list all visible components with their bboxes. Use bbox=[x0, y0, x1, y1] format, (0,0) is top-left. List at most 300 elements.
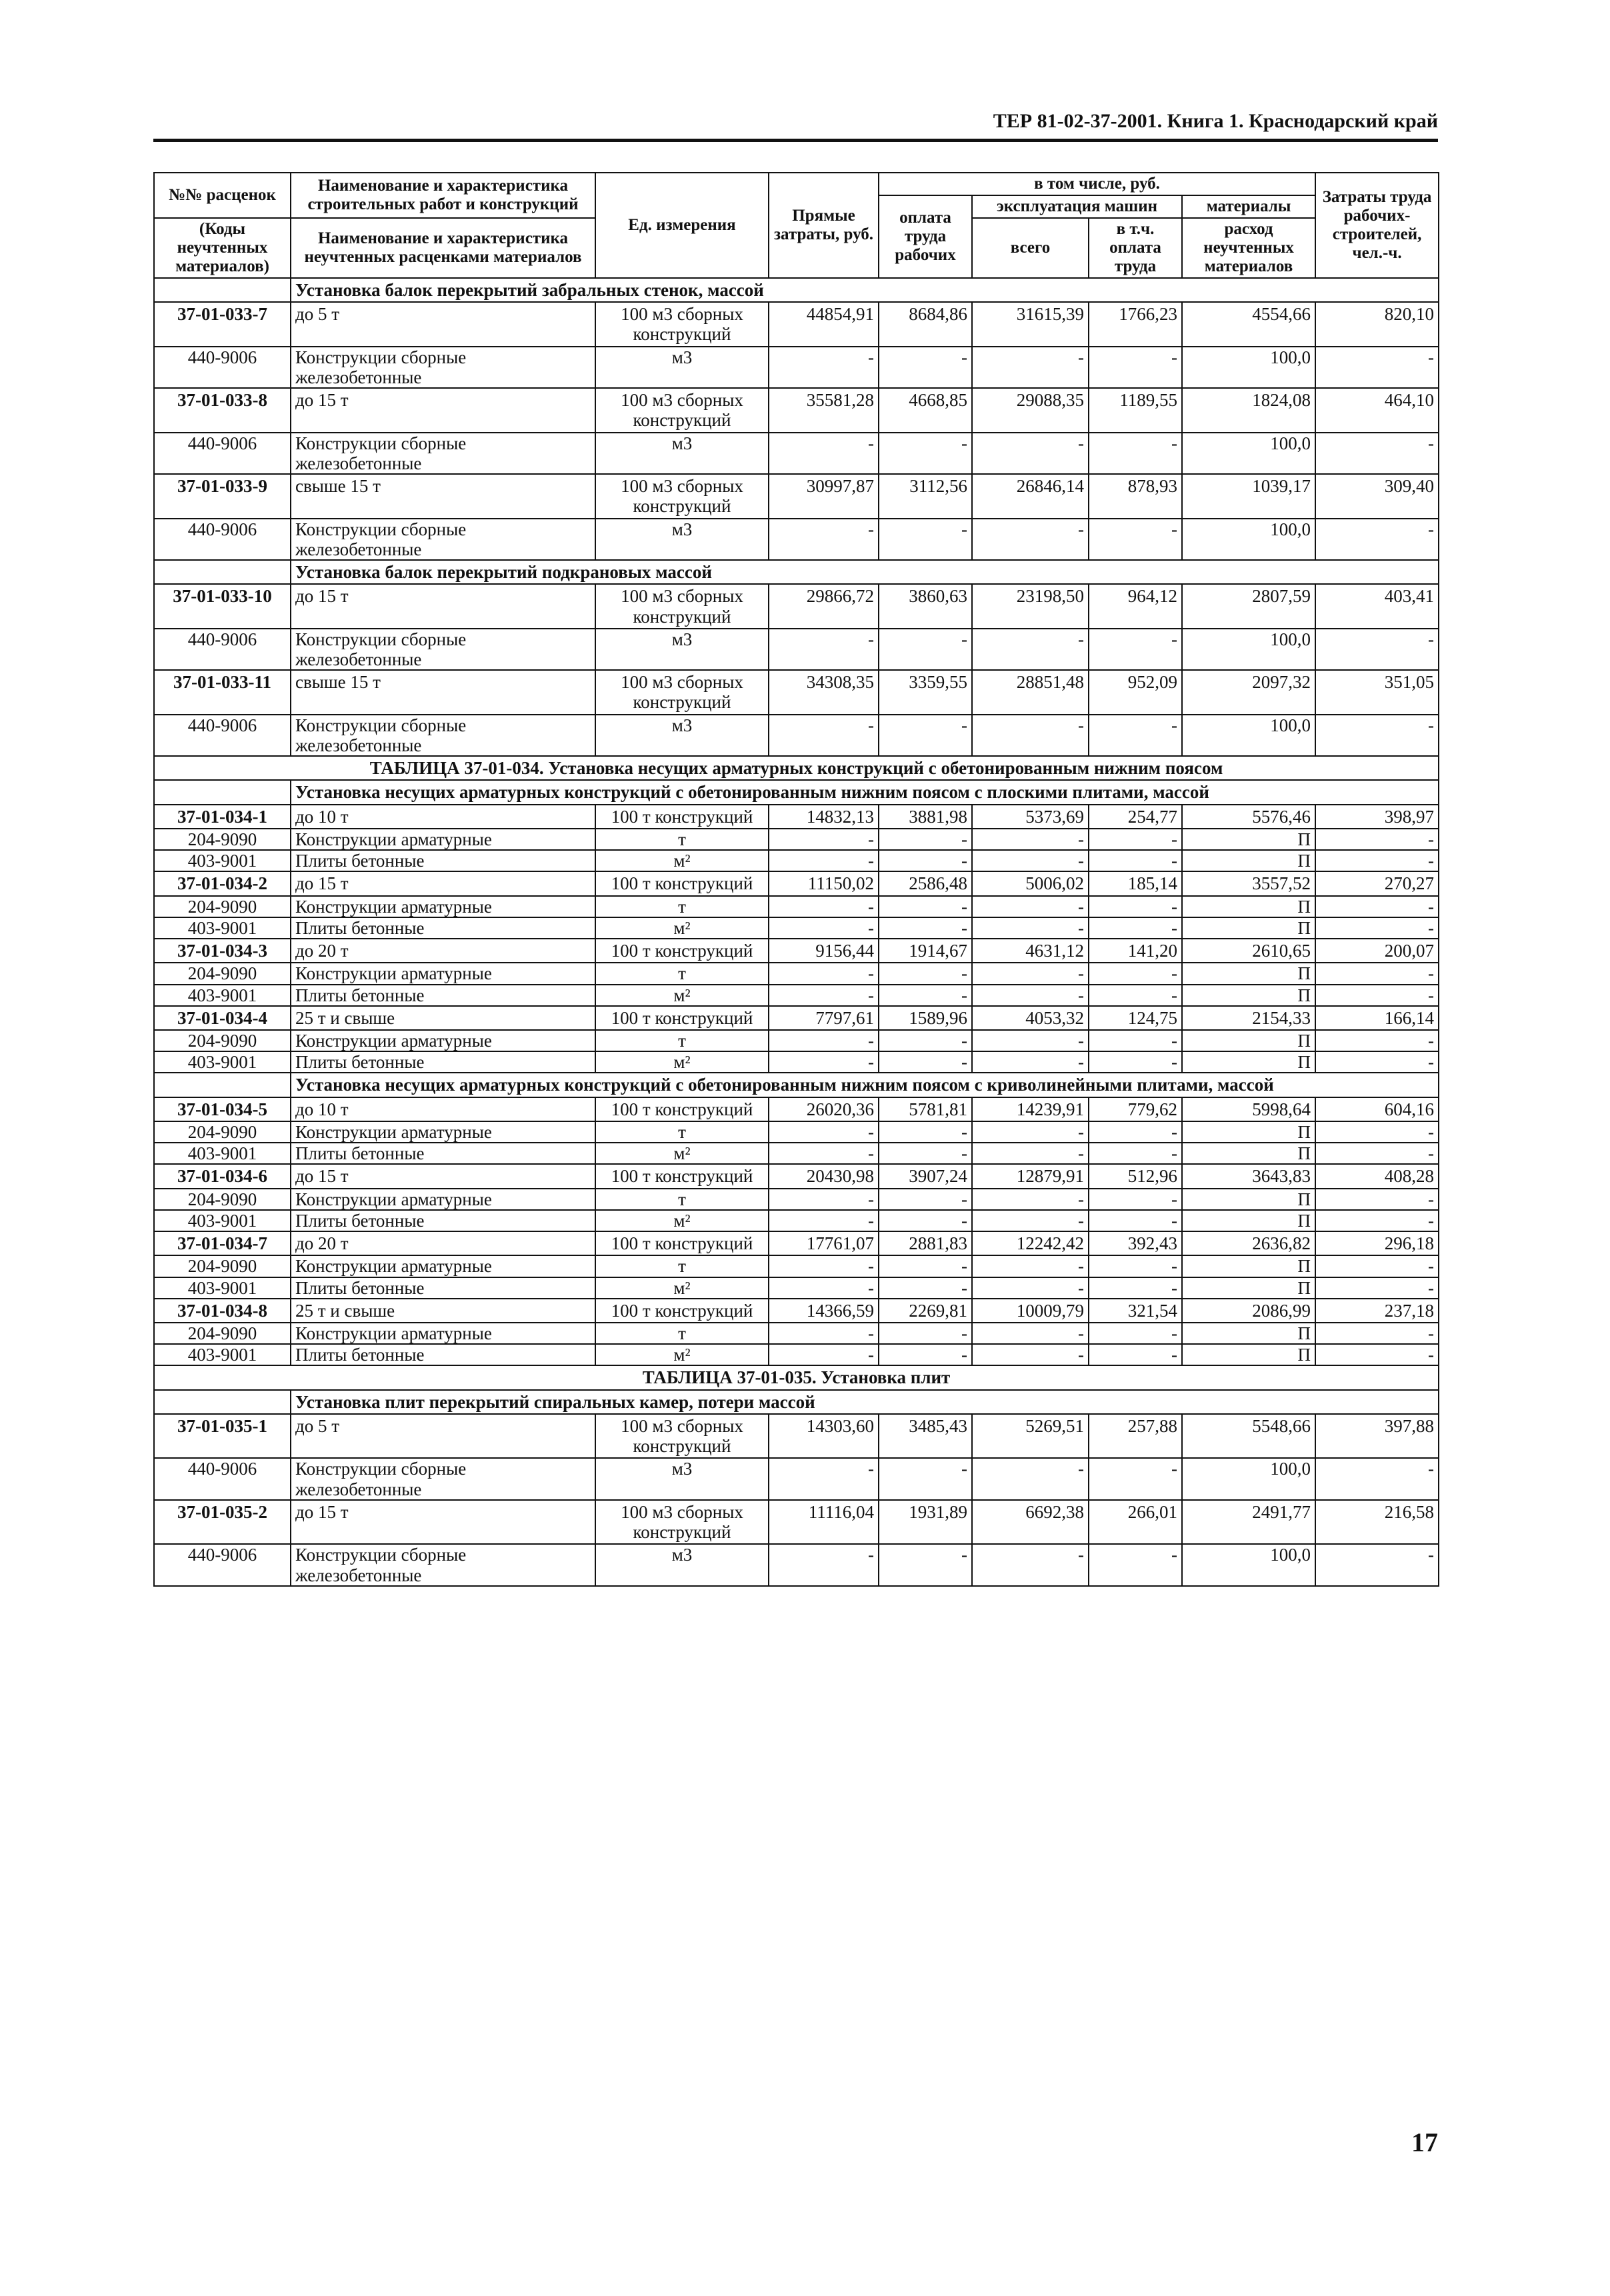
rate-wage: 2586,48 bbox=[879, 871, 972, 895]
material-labor: - bbox=[1315, 963, 1439, 984]
material-row bbox=[154, 1051, 1439, 1073]
rate-code: 37-01-033-10 bbox=[154, 584, 291, 628]
rate-code: 37-01-034-5 bbox=[154, 1097, 291, 1121]
rate-row bbox=[154, 1299, 1439, 1323]
rate-mach-wage: 952,09 bbox=[1089, 670, 1182, 714]
rate-mach-wage: 1189,55 bbox=[1089, 388, 1182, 432]
rate-direct: 30997,87 bbox=[769, 474, 879, 518]
material-name: Конструкции сборные железобетонные bbox=[291, 629, 595, 670]
material-wage: - bbox=[879, 917, 972, 939]
rate-unit: 100 т конструкций bbox=[595, 1231, 769, 1255]
material-row bbox=[154, 1143, 1439, 1164]
material-wage: - bbox=[879, 1544, 972, 1585]
rate-row bbox=[154, 1097, 1439, 1121]
material-mach: - bbox=[972, 917, 1089, 939]
material-row bbox=[154, 1030, 1439, 1051]
material-direct: - bbox=[769, 917, 879, 939]
material-mach: - bbox=[972, 715, 1089, 756]
material-labor: - bbox=[1315, 1210, 1439, 1231]
table-title: ТАБЛИЦА 37-01-034. Установка несущих арматурных конструкций с обетонированным нижним поясом bbox=[154, 756, 1439, 780]
rate-mat: 5548,66 bbox=[1182, 1414, 1315, 1458]
material-wage: - bbox=[879, 985, 972, 1006]
rate-direct: 11150,02 bbox=[769, 871, 879, 895]
material-labor: - bbox=[1315, 896, 1439, 917]
rate-code: 37-01-033-11 bbox=[154, 670, 291, 714]
material-labor: - bbox=[1315, 519, 1439, 560]
material-unit: т bbox=[595, 1030, 769, 1051]
header-name-sub: Наименование и характеристика неучтенных расценками материалов bbox=[291, 218, 595, 278]
rate-mach: 23198,50 bbox=[972, 584, 1089, 628]
rate-unit: 100 м3 сборных конструкций bbox=[595, 1500, 769, 1544]
rate-row bbox=[154, 1500, 1439, 1544]
material-name: Плиты бетонные bbox=[291, 1277, 595, 1299]
material-mat: П bbox=[1182, 1051, 1315, 1073]
rate-name: до 10 т bbox=[291, 805, 595, 829]
material-unit: м3 bbox=[595, 347, 769, 388]
rate-code: 37-01-035-1 bbox=[154, 1414, 291, 1458]
header-code: №№ расценок bbox=[154, 173, 291, 218]
material-code: 440-9006 bbox=[154, 1458, 291, 1499]
material-mat: 100,0 bbox=[1182, 1458, 1315, 1499]
material-name: Конструкции сборные железобетонные bbox=[291, 347, 595, 388]
section-title: Установка балок перекрытий подкрановых массой bbox=[291, 560, 1439, 584]
material-mach-wage: - bbox=[1089, 896, 1182, 917]
material-row bbox=[154, 1458, 1439, 1499]
rate-row bbox=[154, 1231, 1439, 1255]
material-direct: - bbox=[769, 1143, 879, 1164]
material-mach: - bbox=[972, 519, 1089, 560]
rate-wage: 4668,85 bbox=[879, 388, 972, 432]
rate-wage: 8684,86 bbox=[879, 302, 972, 346]
rate-labor: 296,18 bbox=[1315, 1231, 1439, 1255]
rate-labor: 200,07 bbox=[1315, 939, 1439, 963]
material-mach: - bbox=[972, 1323, 1089, 1344]
material-mach-wage: - bbox=[1089, 1030, 1182, 1051]
header-unit: Ед. измерения bbox=[595, 173, 769, 278]
material-mach: - bbox=[972, 1458, 1089, 1499]
rate-unit: 100 м3 сборных конструкций bbox=[595, 584, 769, 628]
material-unit: м3 bbox=[595, 1458, 769, 1499]
material-wage: - bbox=[879, 1458, 972, 1499]
material-row bbox=[154, 1189, 1439, 1210]
header-including: в том числе, руб. bbox=[879, 173, 1315, 195]
material-direct: - bbox=[769, 829, 879, 850]
rate-code: 37-01-034-3 bbox=[154, 939, 291, 963]
material-wage: - bbox=[879, 629, 972, 670]
material-mat: П bbox=[1182, 1323, 1315, 1344]
material-code: 403-9001 bbox=[154, 985, 291, 1006]
rate-mach: 31615,39 bbox=[972, 302, 1089, 346]
rate-wage: 3112,56 bbox=[879, 474, 972, 518]
rate-mat: 5576,46 bbox=[1182, 805, 1315, 829]
material-unit: м² bbox=[595, 1210, 769, 1231]
material-unit: м3 bbox=[595, 433, 769, 474]
material-labor: - bbox=[1315, 1544, 1439, 1585]
section-title: Установка балок перекрытий забральных стенок, массой bbox=[291, 278, 1439, 302]
rate-code: 37-01-034-1 bbox=[154, 805, 291, 829]
section-row bbox=[154, 560, 1439, 584]
rate-name: до 15 т bbox=[291, 1164, 595, 1188]
rate-row bbox=[154, 1414, 1439, 1458]
rate-labor: 398,97 bbox=[1315, 805, 1439, 829]
rate-row bbox=[154, 871, 1439, 895]
header-labor: Затраты труда рабочих-строителей, чел.-ч. bbox=[1315, 173, 1439, 278]
rate-mat: 2807,59 bbox=[1182, 584, 1315, 628]
rate-labor: 166,14 bbox=[1315, 1006, 1439, 1030]
material-unit: т bbox=[595, 829, 769, 850]
section-row bbox=[154, 1073, 1439, 1097]
material-mach-wage: - bbox=[1089, 1143, 1182, 1164]
rate-row bbox=[154, 474, 1439, 518]
material-direct: - bbox=[769, 1210, 879, 1231]
rate-mach: 5006,02 bbox=[972, 871, 1089, 895]
material-direct: - bbox=[769, 1323, 879, 1344]
rate-mach: 5373,69 bbox=[972, 805, 1089, 829]
material-name: Конструкции арматурные bbox=[291, 896, 595, 917]
rate-mach: 12879,91 bbox=[972, 1164, 1089, 1188]
material-code: 204-9090 bbox=[154, 1189, 291, 1210]
material-wage: - bbox=[879, 850, 972, 871]
material-unit: т bbox=[595, 1121, 769, 1143]
material-name: Плиты бетонные bbox=[291, 1344, 595, 1365]
material-code: 440-9006 bbox=[154, 1544, 291, 1585]
material-code: 403-9001 bbox=[154, 1277, 291, 1299]
material-code: 440-9006 bbox=[154, 433, 291, 474]
material-mach-wage: - bbox=[1089, 1323, 1182, 1344]
empty-cell bbox=[154, 560, 291, 584]
empty-cell bbox=[154, 278, 291, 302]
material-direct: - bbox=[769, 715, 879, 756]
material-name: Конструкции арматурные bbox=[291, 1255, 595, 1277]
material-direct: - bbox=[769, 1544, 879, 1585]
material-mat: 100,0 bbox=[1182, 629, 1315, 670]
rate-code: 37-01-033-7 bbox=[154, 302, 291, 346]
material-name: Плиты бетонные bbox=[291, 917, 595, 939]
material-wage: - bbox=[879, 1051, 972, 1073]
rate-unit: 100 т конструкций bbox=[595, 1006, 769, 1030]
material-direct: - bbox=[769, 433, 879, 474]
material-code: 440-9006 bbox=[154, 519, 291, 560]
material-mach: - bbox=[972, 963, 1089, 984]
rate-unit: 100 м3 сборных конструкций bbox=[595, 474, 769, 518]
material-name: Плиты бетонные bbox=[291, 850, 595, 871]
rate-name: до 15 т bbox=[291, 1500, 595, 1544]
material-labor: - bbox=[1315, 850, 1439, 871]
material-row bbox=[154, 1277, 1439, 1299]
material-name: Плиты бетонные bbox=[291, 985, 595, 1006]
material-labor: - bbox=[1315, 1189, 1439, 1210]
material-row bbox=[154, 829, 1439, 850]
rate-mach: 26846,14 bbox=[972, 474, 1089, 518]
header-mat-sub: расход неучтенных материалов bbox=[1182, 218, 1315, 278]
material-labor: - bbox=[1315, 1277, 1439, 1299]
header-wage: оплата труда рабочих bbox=[879, 195, 972, 278]
rate-mat: 2636,82 bbox=[1182, 1231, 1315, 1255]
material-labor: - bbox=[1315, 1030, 1439, 1051]
rate-code: 37-01-034-6 bbox=[154, 1164, 291, 1188]
rate-mach-wage: 512,96 bbox=[1089, 1164, 1182, 1188]
rate-mach: 5269,51 bbox=[972, 1414, 1089, 1458]
material-unit: м² bbox=[595, 850, 769, 871]
material-wage: - bbox=[879, 1277, 972, 1299]
rate-unit: 100 т конструкций bbox=[595, 1299, 769, 1323]
material-mat: 100,0 bbox=[1182, 519, 1315, 560]
rate-mach-wage: 266,01 bbox=[1089, 1500, 1182, 1544]
material-row bbox=[154, 1255, 1439, 1277]
rate-mat: 2610,65 bbox=[1182, 939, 1315, 963]
material-code: 440-9006 bbox=[154, 629, 291, 670]
rate-row bbox=[154, 670, 1439, 714]
material-mat: 100,0 bbox=[1182, 715, 1315, 756]
material-code: 204-9090 bbox=[154, 1255, 291, 1277]
rate-row bbox=[154, 1164, 1439, 1188]
material-row bbox=[154, 1121, 1439, 1143]
material-direct: - bbox=[769, 963, 879, 984]
material-unit: м3 bbox=[595, 629, 769, 670]
material-mach-wage: - bbox=[1089, 715, 1182, 756]
rate-name: до 5 т bbox=[291, 302, 595, 346]
material-wage: - bbox=[879, 829, 972, 850]
rate-mach-wage: 124,75 bbox=[1089, 1006, 1182, 1030]
material-mat: П bbox=[1182, 985, 1315, 1006]
rate-mach-wage: 321,54 bbox=[1089, 1299, 1182, 1323]
rate-row bbox=[154, 805, 1439, 829]
material-mach-wage: - bbox=[1089, 963, 1182, 984]
material-mach: - bbox=[972, 1210, 1089, 1231]
material-mach: - bbox=[972, 1544, 1089, 1585]
rate-name: свыше 15 т bbox=[291, 474, 595, 518]
rate-direct: 7797,61 bbox=[769, 1006, 879, 1030]
material-unit: м² bbox=[595, 1344, 769, 1365]
rate-mach: 10009,79 bbox=[972, 1299, 1089, 1323]
material-mat: П bbox=[1182, 896, 1315, 917]
rate-unit: 100 м3 сборных конструкций bbox=[595, 302, 769, 346]
material-row bbox=[154, 519, 1439, 560]
material-direct: - bbox=[769, 629, 879, 670]
material-mach-wage: - bbox=[1089, 829, 1182, 850]
rate-direct: 44854,91 bbox=[769, 302, 879, 346]
rate-mat: 2086,99 bbox=[1182, 1299, 1315, 1323]
material-code: 440-9006 bbox=[154, 347, 291, 388]
material-row bbox=[154, 963, 1439, 984]
rate-labor: 351,05 bbox=[1315, 670, 1439, 714]
rate-mach: 6692,38 bbox=[972, 1500, 1089, 1544]
header-rule bbox=[153, 139, 1438, 142]
rate-name: до 20 т bbox=[291, 1231, 595, 1255]
rate-mat: 3643,83 bbox=[1182, 1164, 1315, 1188]
rate-mat: 5998,64 bbox=[1182, 1097, 1315, 1121]
rate-code: 37-01-034-8 bbox=[154, 1299, 291, 1323]
material-wage: - bbox=[879, 1030, 972, 1051]
material-wage: - bbox=[879, 519, 972, 560]
rate-row bbox=[154, 1006, 1439, 1030]
material-direct: - bbox=[769, 1189, 879, 1210]
rate-mat: 1039,17 bbox=[1182, 474, 1315, 518]
material-code: 204-9090 bbox=[154, 963, 291, 984]
material-direct: - bbox=[769, 850, 879, 871]
material-unit: м² bbox=[595, 1143, 769, 1164]
rate-wage: 3860,63 bbox=[879, 584, 972, 628]
rate-name: до 20 т bbox=[291, 939, 595, 963]
material-name: Конструкции арматурные bbox=[291, 963, 595, 984]
section-row bbox=[154, 780, 1439, 804]
rate-unit: 100 т конструкций bbox=[595, 939, 769, 963]
material-mat: 100,0 bbox=[1182, 1544, 1315, 1585]
rate-mat: 2491,77 bbox=[1182, 1500, 1315, 1544]
material-mat: П bbox=[1182, 850, 1315, 871]
material-mach: - bbox=[972, 1030, 1089, 1051]
table-title-row bbox=[154, 756, 1439, 780]
material-mat: П bbox=[1182, 829, 1315, 850]
rate-labor: 237,18 bbox=[1315, 1299, 1439, 1323]
material-wage: - bbox=[879, 1143, 972, 1164]
material-row bbox=[154, 850, 1439, 871]
material-mach-wage: - bbox=[1089, 1344, 1182, 1365]
header-code-sub: (Коды неучтенных материалов) bbox=[154, 218, 291, 278]
rate-direct: 35581,28 bbox=[769, 388, 879, 432]
material-unit: т bbox=[595, 963, 769, 984]
material-mat: П bbox=[1182, 1121, 1315, 1143]
material-mat: 100,0 bbox=[1182, 347, 1315, 388]
material-mach: - bbox=[972, 1255, 1089, 1277]
rate-labor: 309,40 bbox=[1315, 474, 1439, 518]
rate-code: 37-01-035-2 bbox=[154, 1500, 291, 1544]
rate-labor: 604,16 bbox=[1315, 1097, 1439, 1121]
material-mach-wage: - bbox=[1089, 1458, 1182, 1499]
material-mach: - bbox=[972, 1344, 1089, 1365]
rate-mach: 4631,12 bbox=[972, 939, 1089, 963]
rate-labor: 270,27 bbox=[1315, 871, 1439, 895]
rate-direct: 14303,60 bbox=[769, 1414, 879, 1458]
material-unit: м3 bbox=[595, 519, 769, 560]
rate-direct: 17761,07 bbox=[769, 1231, 879, 1255]
rate-mat: 4554,66 bbox=[1182, 302, 1315, 346]
material-mat: 100,0 bbox=[1182, 433, 1315, 474]
material-labor: - bbox=[1315, 917, 1439, 939]
material-name: Конструкции арматурные bbox=[291, 1323, 595, 1344]
material-name: Конструкции арматурные bbox=[291, 1189, 595, 1210]
material-unit: т bbox=[595, 896, 769, 917]
material-row bbox=[154, 629, 1439, 670]
rate-unit: 100 т конструкций bbox=[595, 1097, 769, 1121]
material-unit: м3 bbox=[595, 1544, 769, 1585]
material-labor: - bbox=[1315, 1143, 1439, 1164]
rate-labor: 408,28 bbox=[1315, 1164, 1439, 1188]
page-number: 17 bbox=[1411, 2127, 1438, 2157]
table-title-row bbox=[154, 1365, 1439, 1389]
rate-direct: 9156,44 bbox=[769, 939, 879, 963]
material-mach-wage: - bbox=[1089, 629, 1182, 670]
material-mach-wage: - bbox=[1089, 1255, 1182, 1277]
material-code: 204-9090 bbox=[154, 896, 291, 917]
rate-mach-wage: 878,93 bbox=[1089, 474, 1182, 518]
rate-wage: 1931,89 bbox=[879, 1500, 972, 1544]
header-name: Наименование и характеристика строительных работ и конструкций bbox=[291, 173, 595, 218]
material-direct: - bbox=[769, 1277, 879, 1299]
section-title: Установка плит перекрытий спиральных камер, потери массой bbox=[291, 1390, 1439, 1414]
rate-direct: 14366,59 bbox=[769, 1299, 879, 1323]
rate-row bbox=[154, 584, 1439, 628]
material-code: 440-9006 bbox=[154, 715, 291, 756]
header-materials: материалы bbox=[1182, 195, 1315, 218]
material-row bbox=[154, 347, 1439, 388]
material-wage: - bbox=[879, 896, 972, 917]
material-mach-wage: - bbox=[1089, 1051, 1182, 1073]
material-wage: - bbox=[879, 715, 972, 756]
material-name: Конструкции арматурные bbox=[291, 1121, 595, 1143]
material-mach-wage: - bbox=[1089, 1189, 1182, 1210]
material-code: 403-9001 bbox=[154, 850, 291, 871]
section-row bbox=[154, 278, 1439, 302]
rate-mach-wage: 964,12 bbox=[1089, 584, 1182, 628]
rate-direct: 34308,35 bbox=[769, 670, 879, 714]
material-direct: - bbox=[769, 1121, 879, 1143]
material-wage: - bbox=[879, 347, 972, 388]
rate-mach: 28851,48 bbox=[972, 670, 1089, 714]
material-direct: - bbox=[769, 1458, 879, 1499]
header-machines: эксплуатация машин bbox=[972, 195, 1182, 218]
rate-wage: 1914,67 bbox=[879, 939, 972, 963]
rate-unit: 100 м3 сборных конструкций bbox=[595, 1414, 769, 1458]
header-mach-wage: в т.ч. оплата труда bbox=[1089, 218, 1182, 278]
material-mach: - bbox=[972, 629, 1089, 670]
rate-wage: 3907,24 bbox=[879, 1164, 972, 1188]
material-wage: - bbox=[879, 963, 972, 984]
rate-mat: 1824,08 bbox=[1182, 388, 1315, 432]
rate-row bbox=[154, 939, 1439, 963]
rate-code: 37-01-033-9 bbox=[154, 474, 291, 518]
material-mach-wage: - bbox=[1089, 1544, 1182, 1585]
material-mach: - bbox=[972, 433, 1089, 474]
material-labor: - bbox=[1315, 715, 1439, 756]
section-row bbox=[154, 1390, 1439, 1414]
material-name: Конструкции арматурные bbox=[291, 829, 595, 850]
material-unit: м² bbox=[595, 985, 769, 1006]
material-labor: - bbox=[1315, 1458, 1439, 1499]
section-title: Установка несущих арматурных конструкций с обетонированным нижним поясом с криволинейными плитами, массой bbox=[291, 1073, 1439, 1097]
material-labor: - bbox=[1315, 433, 1439, 474]
material-code: 204-9090 bbox=[154, 829, 291, 850]
rate-labor: 464,10 bbox=[1315, 388, 1439, 432]
material-name: Плиты бетонные bbox=[291, 1051, 595, 1073]
material-labor: - bbox=[1315, 1121, 1439, 1143]
rate-mach: 14239,91 bbox=[972, 1097, 1089, 1121]
empty-cell bbox=[154, 780, 291, 804]
material-mach-wage: - bbox=[1089, 433, 1182, 474]
material-mach: - bbox=[972, 1189, 1089, 1210]
rate-unit: 100 м3 сборных конструкций bbox=[595, 388, 769, 432]
material-row bbox=[154, 1210, 1439, 1231]
material-mat: П bbox=[1182, 1143, 1315, 1164]
rate-name: свыше 15 т bbox=[291, 670, 595, 714]
rate-unit: 100 т конструкций bbox=[595, 805, 769, 829]
material-direct: - bbox=[769, 896, 879, 917]
rate-row bbox=[154, 388, 1439, 432]
rate-name: до 15 т bbox=[291, 388, 595, 432]
material-mat: П bbox=[1182, 1255, 1315, 1277]
material-row bbox=[154, 715, 1439, 756]
material-name: Конструкции сборные железобетонные bbox=[291, 1544, 595, 1585]
rate-mat: 3557,52 bbox=[1182, 871, 1315, 895]
rate-wage: 1589,96 bbox=[879, 1006, 972, 1030]
rate-wage: 3881,98 bbox=[879, 805, 972, 829]
header-mach-total: всего bbox=[972, 218, 1089, 278]
rate-wage: 5781,81 bbox=[879, 1097, 972, 1121]
material-mach: - bbox=[972, 829, 1089, 850]
material-mach-wage: - bbox=[1089, 1121, 1182, 1143]
table-header bbox=[154, 173, 1439, 278]
rate-name: до 15 т bbox=[291, 871, 595, 895]
